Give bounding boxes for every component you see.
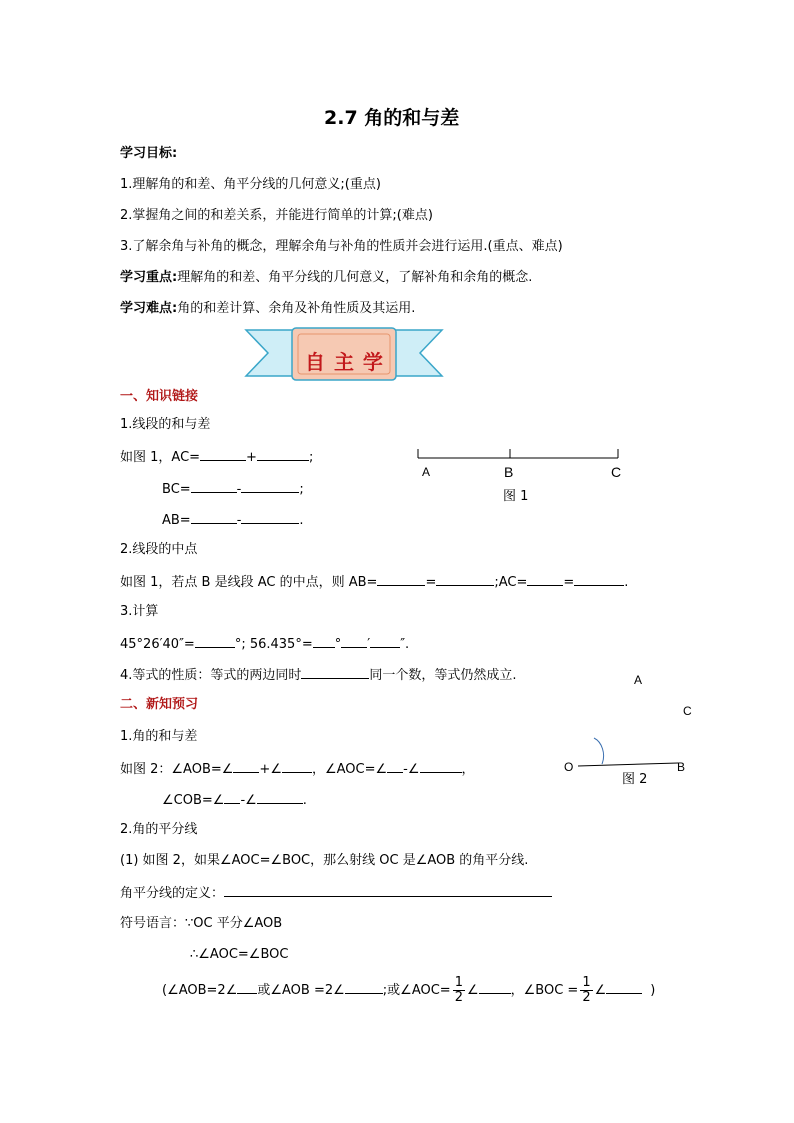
midpoint-line	[120, 573, 628, 591]
fig2-point-c: C	[683, 704, 692, 718]
blank[interactable]	[345, 981, 383, 994]
minus-sign: -	[236, 513, 242, 528]
blank[interactable]	[574, 573, 624, 586]
blank[interactable]	[527, 573, 563, 586]
section2-heading: 二、新知预习	[120, 697, 199, 712]
page-title: 2.7 角的和与差	[324, 107, 460, 129]
equals: =	[563, 575, 575, 590]
fraction-denominator: 2	[582, 990, 591, 1005]
section1-heading: 一、知识链接	[120, 389, 199, 404]
cob-text: ∠COB=∠	[162, 793, 225, 808]
semicolon: ;	[308, 450, 314, 465]
bc-line	[162, 480, 304, 498]
fig1-caption: 图 1	[503, 489, 529, 504]
blank[interactable]	[301, 666, 369, 679]
fig1-point-b: B	[504, 464, 514, 480]
equality-text-b: 同一个数，等式仍然成立.	[369, 668, 517, 683]
bc-label: BC=	[162, 482, 191, 497]
comma: ，	[461, 762, 475, 777]
section1-sub3: 3.计算	[120, 604, 159, 619]
fig2-point-o: O	[564, 760, 574, 774]
comma: ，	[311, 762, 325, 777]
angle-sum-line	[120, 760, 475, 778]
goal-item: 2.掌握角之间的和差关系，并能进行简单的计算;(难点)	[120, 208, 433, 223]
section2-sub2: 2.角的平分线	[120, 822, 198, 837]
plus-sign: +	[246, 450, 257, 465]
aoc-text: ∠AOC=∠	[324, 762, 388, 777]
therefore-line: ∴∠AOC=∠BOC	[190, 947, 289, 962]
angle-diff-line	[162, 791, 307, 809]
key-point-label: 学习重点:	[120, 270, 178, 285]
calc-text-b: °; 56.435°=	[234, 637, 313, 652]
blank[interactable]	[370, 635, 400, 648]
blank[interactable]	[241, 480, 299, 493]
fraction-numerator: 1	[582, 975, 591, 990]
goal-item: 1.理解角的和差、角平分线的几何意义;(重点)	[120, 177, 381, 192]
section1-sub2: 2.线段的中点	[120, 542, 198, 557]
symbol-language: 符号语言：∵OC 平分∠AOB	[120, 916, 283, 931]
section2-sub1: 1.角的和与差	[120, 729, 198, 744]
equality-property-line	[120, 666, 517, 684]
blank[interactable]	[241, 511, 299, 524]
fraction-half	[453, 976, 465, 1005]
goals-heading: 学习目标:	[120, 146, 178, 161]
blank[interactable]	[191, 480, 237, 493]
bisector-statement: (1) 如图 2，如果∠AOC=∠BOC，那么射线 OC 是∠AOB 的角平分线.	[120, 853, 529, 868]
formula-b: 或∠AOB =2∠	[257, 983, 345, 998]
formula-line	[162, 973, 655, 1009]
blank[interactable]	[387, 760, 403, 773]
difficulty-text: 角的和差计算、余角及补角性质及其运用.	[177, 301, 416, 316]
minus-sign: -	[236, 482, 242, 497]
fig2-caption: 图 2	[622, 772, 648, 787]
minus-angle: -∠	[240, 793, 257, 808]
fig2-point-a: A	[634, 673, 643, 687]
equals: =	[425, 575, 437, 590]
angle-symbol: ∠	[594, 983, 607, 998]
definition-blank[interactable]	[224, 884, 552, 897]
difficulty	[120, 301, 415, 317]
blank[interactable]	[377, 573, 425, 586]
formula-d: ，∠BOC =	[510, 983, 579, 998]
blank[interactable]	[606, 981, 642, 994]
calc-text-a: 45°26′40″=	[120, 637, 195, 652]
blank[interactable]	[233, 760, 259, 773]
difficulty-label: 学习难点:	[120, 301, 178, 316]
minute-sign: ′	[367, 637, 371, 652]
period: .	[299, 513, 304, 528]
fraction-half	[580, 976, 592, 1005]
ac-line	[120, 448, 313, 466]
blank[interactable]	[420, 760, 462, 773]
blank[interactable]	[195, 635, 235, 648]
blank[interactable]	[191, 511, 237, 524]
figure-1-segment	[414, 446, 624, 466]
period: .	[302, 793, 307, 808]
blank[interactable]	[237, 981, 257, 994]
midpoint-text: 如图 1，若点 B 是线段 AC 的中点，则 AB=	[120, 575, 378, 590]
key-point-text: 理解角的和差、角平分线的几何意义，了解补角和余角的概念.	[177, 270, 533, 285]
formula-c: ;或∠AOC=	[382, 983, 451, 998]
banner-text: 自 主 学	[305, 350, 384, 374]
blank[interactable]	[257, 791, 303, 804]
angle-symbol: ∠	[466, 983, 479, 998]
degree-sign: °	[334, 637, 342, 652]
fig2-point-b: B	[677, 760, 686, 774]
plus-angle: +∠	[259, 762, 282, 777]
formula-e: )	[650, 983, 656, 998]
blank[interactable]	[341, 635, 367, 648]
ab-line	[162, 511, 304, 529]
ac-text: ;AC=	[494, 575, 528, 590]
blank[interactable]	[282, 760, 312, 773]
blank[interactable]	[257, 448, 309, 461]
fig1-point-c: C	[611, 464, 622, 480]
definition-label: 角平分线的定义：	[120, 886, 225, 901]
blank[interactable]	[436, 573, 494, 586]
blank[interactable]	[479, 981, 511, 994]
minus-angle: -∠	[403, 762, 420, 777]
fig1-point-a: A	[422, 465, 431, 479]
figure-2-angle	[570, 730, 690, 775]
fraction-numerator: 1	[454, 975, 463, 990]
goal-item: 3.了解余角与补角的概念，理解余角与补角的性质并会进行运用.(重点、难点)	[120, 239, 563, 254]
second-sign: ″.	[400, 637, 410, 652]
formula-a: (∠AOB=2∠	[162, 983, 238, 998]
equality-text-a: 4.等式的性质：等式的两边同时	[120, 668, 302, 683]
ab-label: AB=	[162, 513, 191, 528]
calc-line	[120, 635, 409, 653]
aob-text: 如图 2：∠AOB=∠	[120, 762, 234, 777]
fraction-denominator: 2	[454, 990, 463, 1005]
definition-line	[120, 884, 552, 902]
blank[interactable]	[200, 448, 246, 461]
section1-sub1: 1.线段的和与差	[120, 417, 211, 432]
ac-label: 如图 1，AC=	[120, 450, 201, 465]
period: .	[624, 575, 629, 590]
blank[interactable]	[313, 635, 335, 648]
blank[interactable]	[224, 791, 240, 804]
semicolon: ;	[299, 482, 304, 497]
key-point	[120, 270, 532, 286]
